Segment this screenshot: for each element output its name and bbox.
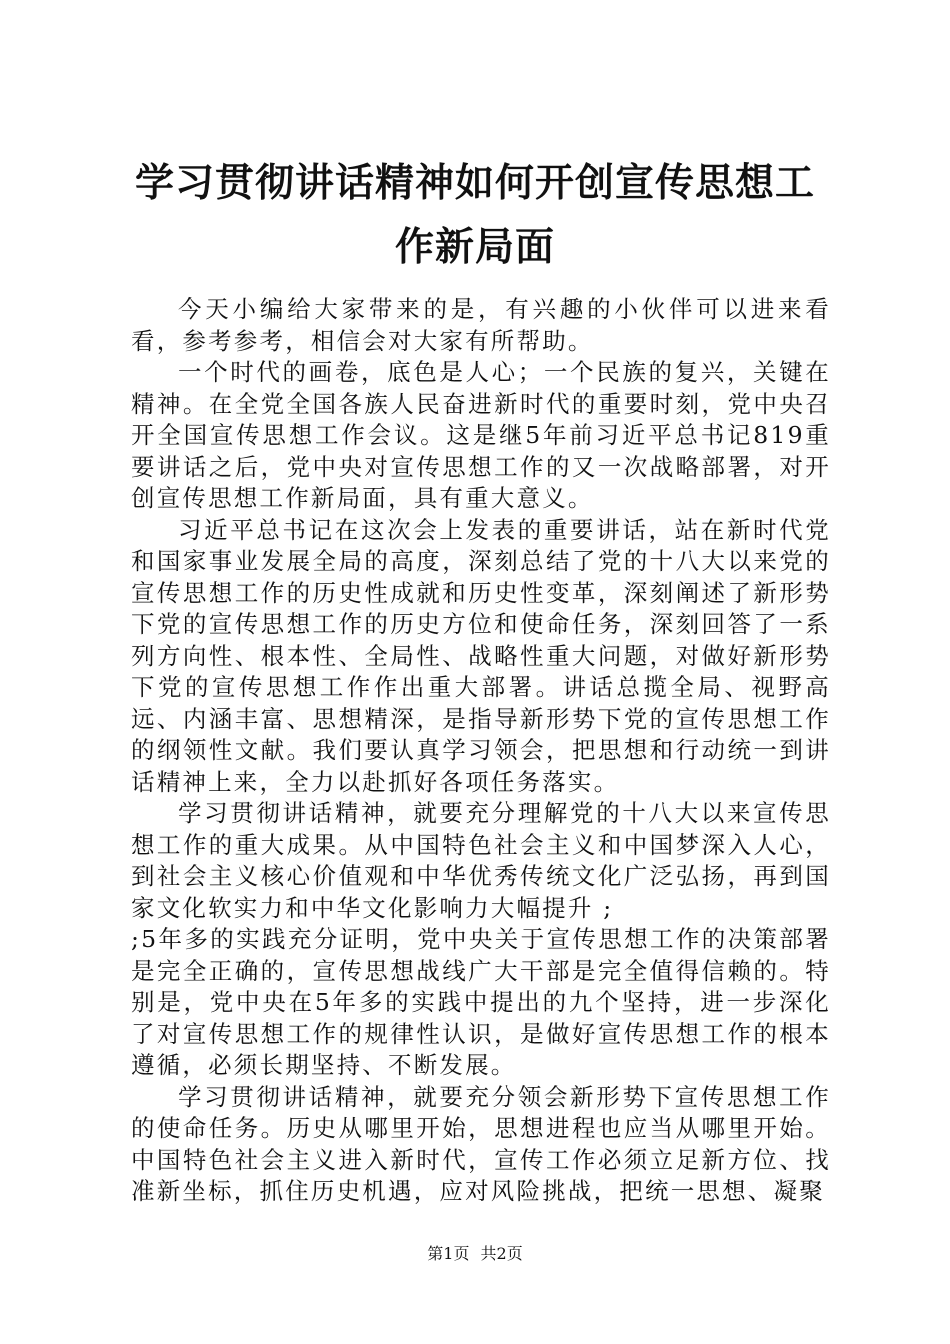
page-total: 共2页 xyxy=(480,1244,523,1263)
paragraph-1: 一个时代的画卷，底色是人心；一个民族的复兴，关键在精神。在全党全国各族人民奋进新时代的重要时刻，党中央召开全国宣传思想工作会议。这是继5年前习近平总书记819重要讲话之后，党中央对宣传思想工作的又一次战略部署，对开创宣传思想工作新局面，具有重大意义。 xyxy=(131,358,831,512)
page-number: 第1页 xyxy=(427,1244,470,1263)
page-footer xyxy=(0,1244,950,1264)
paragraph-intro: 今天小编给大家带来的是，有兴趣的小伙伴可以进来看看，参考参考，相信会对大家有所帮助。 xyxy=(131,295,831,355)
paragraph-3: 学习贯彻讲话精神，就要充分理解党的十八大以来宣传思想工作的重大成果。从中国特色社会主义和中国梦深入人心，到社会主义核心价值观和中华优秀传统文化广泛弘扬，再到国家文化软实力和中华文化影响力大幅提升 ; ;5年多的实践充分证明，党中央关于宣传思想工作的决策部署是完全正确的，宣传思想战线广大干部是完全值得信赖的。特别是，党中央在5年多的实践中提出的九个坚持，进一步深化了对宣传思想工作的规律性认识，是做好宣传思想工作的根本遵循，必须长期坚持、不断发展。 xyxy=(131,799,831,1079)
document-title: 学习贯彻讲话精神如何开创宣传思想工作新局面 xyxy=(134,161,815,270)
document-body xyxy=(131,294,831,1208)
paragraph-2: 习近平总书记在这次会上发表的重要讲话，站在新时代党和国家事业发展全局的高度，深刻总结了党的十八大以来党的宣传思想工作的历史性成就和历史性变革，深刻阐述了新形势下党的宣传思想工作的历史方位和使命任务，深刻回答了一系列方向性、根本性、全局性、战略性重大问题，对做好新形势下党的宣传思想工作作出重大部署。讲话总揽全局、视野高远、内涵丰富、思想精深，是指导新形势下党的宣传思想工作的纲领性文献。我们要认真学习领会，把思想和行动统一到讲话精神上来，全力以赴抓好各项任务落实。 xyxy=(131,515,831,796)
paragraph-4: 学习贯彻讲话精神，就要充分领会新形势下宣传思想工作的使命任务。历史从哪里开始，思想进程也应当从哪里开始。中国特色社会主义进入新时代，宣传工作必须立足新方位、找准新坐标，抓住历史机遇，应对风险挑战，把统一思想、凝聚 xyxy=(131,1082,831,1205)
